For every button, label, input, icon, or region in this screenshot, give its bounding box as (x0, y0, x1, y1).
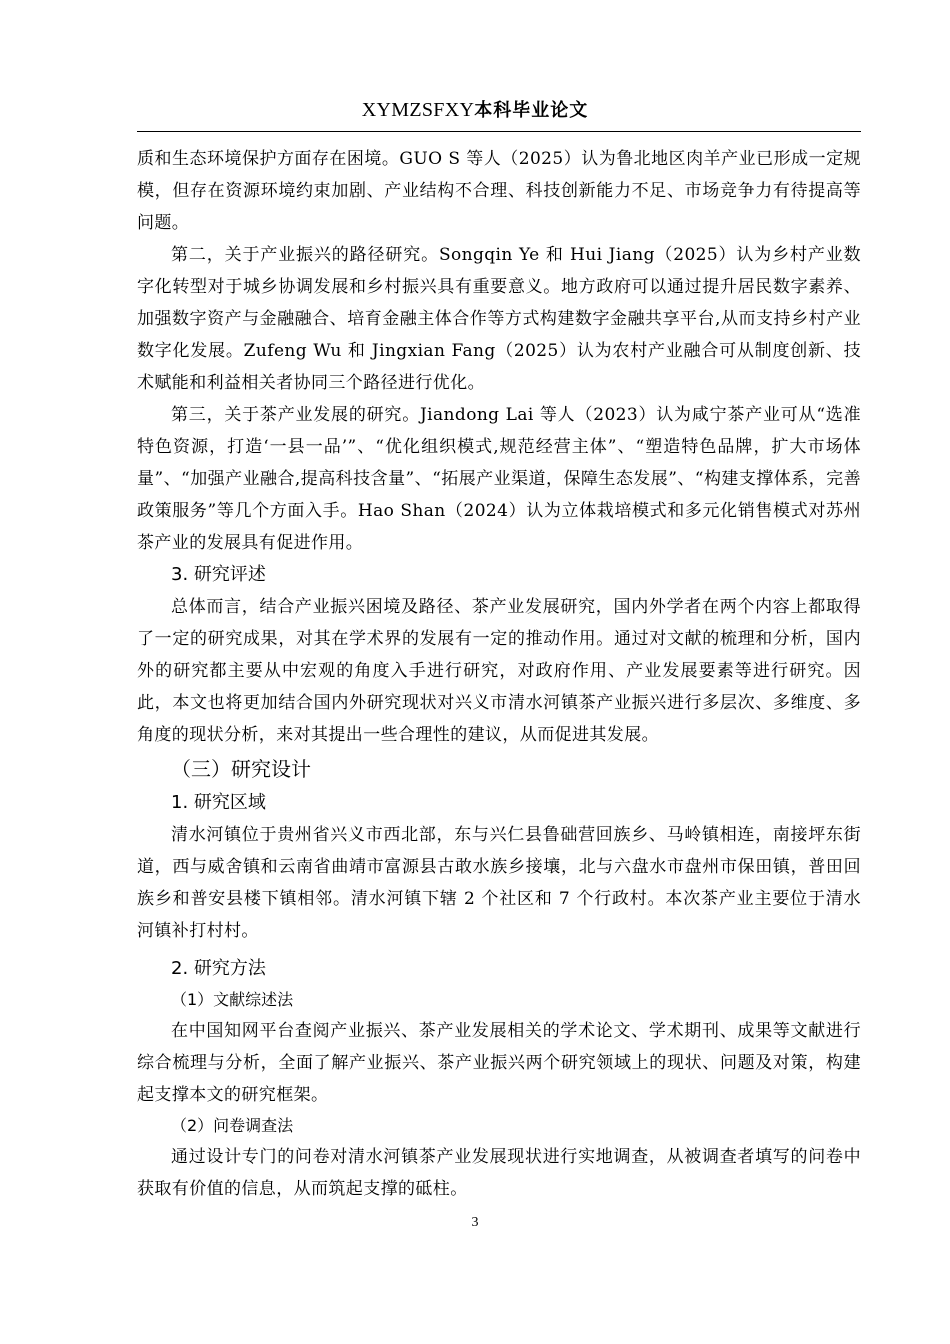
header-title: 本科毕业论文 (474, 100, 589, 121)
page-body (137, 143, 861, 1205)
header-divider (137, 131, 861, 132)
page-number: 3 (471, 1215, 479, 1230)
paragraph-region: 清水河镇位于贵州省兴义市西北部，东与兴仁县鲁础营回族乡、马岭镇相连，南接坪东街道，西与威舍镇和云南省曲靖市富源县古敢水族乡接壤，北与六盘水市盘州市保田镇，普田回族乡和普安县楼下镇相邻。清水河镇下辖 2 个社区和 7 个行政村。本次茶产业主要位于清水河镇补打村村。 (137, 825, 861, 941)
paragraph-review: 总体而言，结合产业振兴困境及路径、茶产业发展研究，国内外学者在两个内容上都取得了一定的研究成果，对其在学术界的发展有一定的推动作用。通过对文献的梳理和分析，国内外的研究都主要从中宏观的角度入手进行研究，对政府作用、产业发展要素等进行研究。因此，本文也将更加结合国内外研究现状对兴义市清水河镇茶产业振兴进行多层次、多维度、多角度的现状分析，来对其提出一些合理性的建议，从而促进其发展。 (137, 597, 861, 745)
heading-questionnaire: （2）问卷调查法 (171, 1116, 294, 1135)
heading-research-region: 1. 研究区域 (171, 792, 266, 813)
paragraph-path-research: 第二，关于产业振兴的路径研究。Songqin Ye 和 Hui Jiang（2025）认为乡村产业数字化转型对于城乡协调发展和乡村振兴具有重要意义。地方政府可以通过提升居民数字素养、加强数字资产与金融融合、培育金融主体合作等方式构建数字金融共享平台,从而支持乡村产业数字化发展。Zufeng Wu 和 Jingxian Fang（2025）认为农村产业融合可从制度创新、技术赋能和利益相关者协同三个路径进行优化。 (137, 245, 861, 393)
paragraph-literature-review: 在中国知网平台查阅产业振兴、茶产业发展相关的学术论文、学术期刊、成果等文献进行综合梳理与分析，全面了解产业振兴、茶产业振兴两个研究领域上的现状、问题及对策，构建起支撑本文的研究框架。 (137, 1021, 861, 1105)
page-header (0, 96, 950, 125)
heading-research-design: （三）研究设计 (171, 757, 311, 781)
header-code: XYMZSFXY (361, 99, 475, 121)
heading-research-review: 3. 研究评述 (171, 564, 266, 585)
heading-literature-review: （1）文献综述法 (171, 990, 294, 1009)
paragraph-questionnaire: 通过设计专门的问卷对清水河镇茶产业发展现状进行实地调查，从被调查者填写的问卷中获取有价值的信息，从而筑起支撑的砥柱。 (137, 1147, 861, 1199)
paragraph-tea-research: 第三，关于茶产业发展的研究。Jiandong Lai 等人（2023）认为咸宁茶产业可从“选准特色资源，打造‘一县一品’”、“优化组织模式,规范经营主体”、“塑造特色品牌，扩大市场体量”、“加强产业融合,提高科技含量”、“拓展产业渠道，保障生态发展”、“构建支撑体系，完善政策服务”等几个方面入手。Hao Shan（2024）认为立体栽培模式和多元化销售模式对苏州茶产业的发展具有促进作用。 (137, 405, 861, 553)
paragraph-continuation: 质和生态环境保护方面存在困境。GUO S 等人（2025）认为鲁北地区肉羊产业已形成一定规模，但存在资源环境约束加剧、产业结构不合理、科技创新能力不足、市场竞争力有待提高等问题。 (137, 149, 861, 233)
heading-research-method: 2. 研究方法 (171, 958, 266, 979)
